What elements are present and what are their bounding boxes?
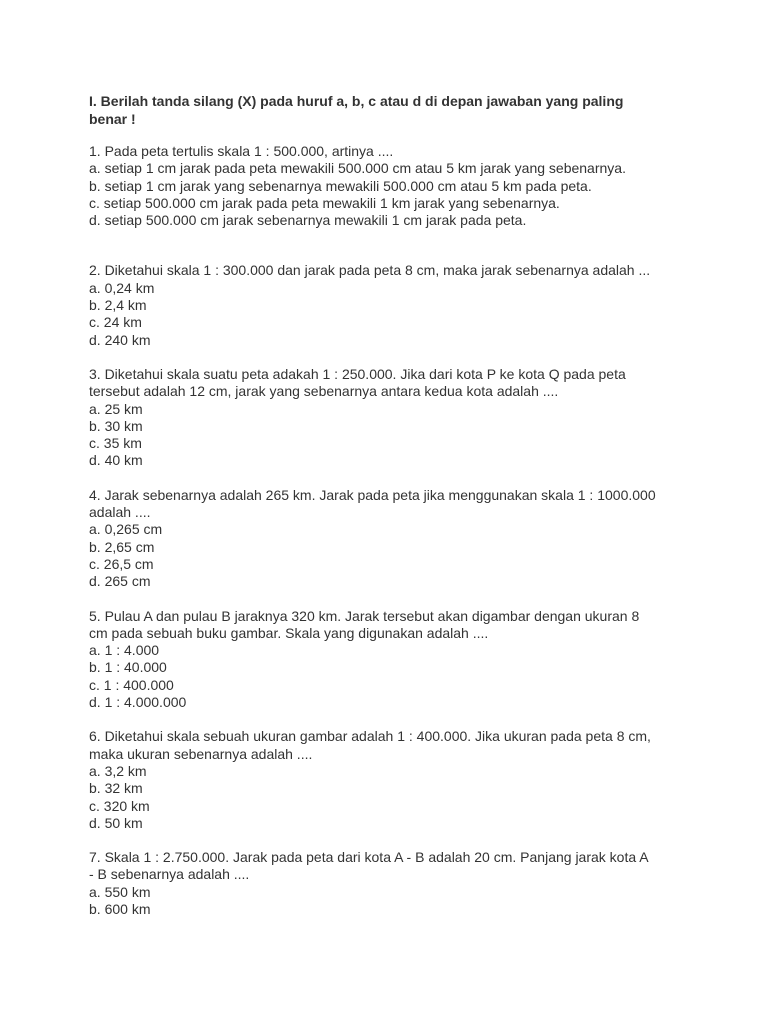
- document-page: [89, 93, 689, 935]
- question-text: 1. Pada peta tertulis skala 1 : 500.000, artinya ....: [89, 143, 394, 159]
- question-text: - B sebenarnya adalah ....: [89, 866, 250, 883]
- answer-option-a: a. 0,24 km: [89, 279, 155, 296]
- answer-option-c: c. 35 km: [89, 435, 142, 452]
- answer-option-d: d. 40 km: [89, 452, 143, 469]
- answer-option-a: a. 0,265 cm: [89, 521, 163, 538]
- question-1: [89, 143, 689, 229]
- instruction-heading: [89, 93, 689, 128]
- answer-option-c: c. 1 : 400.000: [89, 676, 174, 693]
- question-7: [89, 849, 689, 918]
- answer-option-b: b. 2,4 km: [89, 297, 147, 314]
- question-text: 4. Jarak sebenarnya adalah 265 km. Jarak pada peta jika menggunakan skala 1 : 1000.000: [89, 486, 656, 503]
- question-2: [89, 262, 689, 348]
- question-text: adalah ....: [89, 504, 151, 521]
- answer-option-d: d. 240 km: [89, 331, 151, 348]
- answer-option-b: b. 2,65 cm: [89, 538, 155, 555]
- question-5: [89, 608, 689, 712]
- question-text: 3. Diketahui skala suatu peta adakah 1 : 250.000. Jika dari kota P ke kota Q pada peta: [89, 365, 626, 382]
- answer-option-d: d. 1 : 4.000.000: [89, 694, 187, 711]
- instruction-heading-line: benar !: [89, 110, 136, 127]
- answer-option-d: d. 265 cm: [89, 573, 151, 590]
- answer-option-a: a. setiap 1 cm jarak pada peta mewakili 500.000 cm atau 5 km jarak yang sebenarnya.: [89, 160, 626, 177]
- answer-option-c: c. 24 km: [89, 314, 142, 331]
- question-4: [89, 487, 689, 591]
- question-text: 5. Pulau A dan pulau B jaraknya 320 km. Jarak tersebut akan digambar dengan ukuran 8: [89, 607, 640, 624]
- question-text: 2. Diketahui skala 1 : 300.000 dan jarak pada peta 8 cm, maka jarak sebenarnya adalah ...: [89, 262, 651, 279]
- instruction-heading-line: I. Berilah tanda silang (X) pada huruf a, b, c atau d di depan jawaban yang paling: [89, 93, 624, 109]
- answer-option-c: c. 26,5 cm: [89, 555, 154, 572]
- answer-option-b: b. setiap 1 cm jarak yang sebenarnya mewakili 500.000 cm atau 5 km pada peta.: [89, 177, 592, 194]
- answer-option-a: a. 3,2 km: [89, 762, 147, 779]
- question-text: cm pada sebuah buku gambar. Skala yang digunakan adalah ....: [89, 624, 489, 641]
- answer-option-b: b. 30 km: [89, 417, 143, 434]
- question-text: tersebut adalah 12 cm, jarak yang sebenarnya antara kedua kota adalah ....: [89, 383, 559, 400]
- answer-option-b: b. 32 km: [89, 780, 143, 797]
- answer-option-c: c. 320 km: [89, 797, 150, 814]
- question-text: 6. Diketahui skala sebuah ukuran gambar adalah 1 : 400.000. Jika ukuran pada peta 8 cm,: [89, 728, 651, 745]
- answer-option-b: b. 1 : 40.000: [89, 659, 167, 676]
- answer-option-b: b. 600 km: [89, 900, 151, 917]
- question-6: [89, 728, 689, 832]
- question-text: maka ukuran sebenarnya adalah ....: [89, 745, 313, 762]
- question-text: 7. Skala 1 : 2.750.000. Jarak pada peta dari kota A - B adalah 20 cm. Panjang jarak kota A: [89, 849, 649, 866]
- answer-option-c: c. setiap 500.000 cm jarak pada peta mewakili 1 km jarak yang sebenarnya.: [89, 194, 560, 211]
- answer-option-d: d. setiap 500.000 cm jarak sebenarnya mewakili 1 cm jarak pada peta.: [89, 212, 527, 229]
- answer-option-a: a. 1 : 4.000: [89, 642, 160, 659]
- answer-option-a: a. 550 km: [89, 883, 151, 900]
- answer-option-a: a. 25 km: [89, 400, 143, 417]
- question-3: [89, 366, 689, 470]
- answer-option-d: d. 50 km: [89, 814, 143, 831]
